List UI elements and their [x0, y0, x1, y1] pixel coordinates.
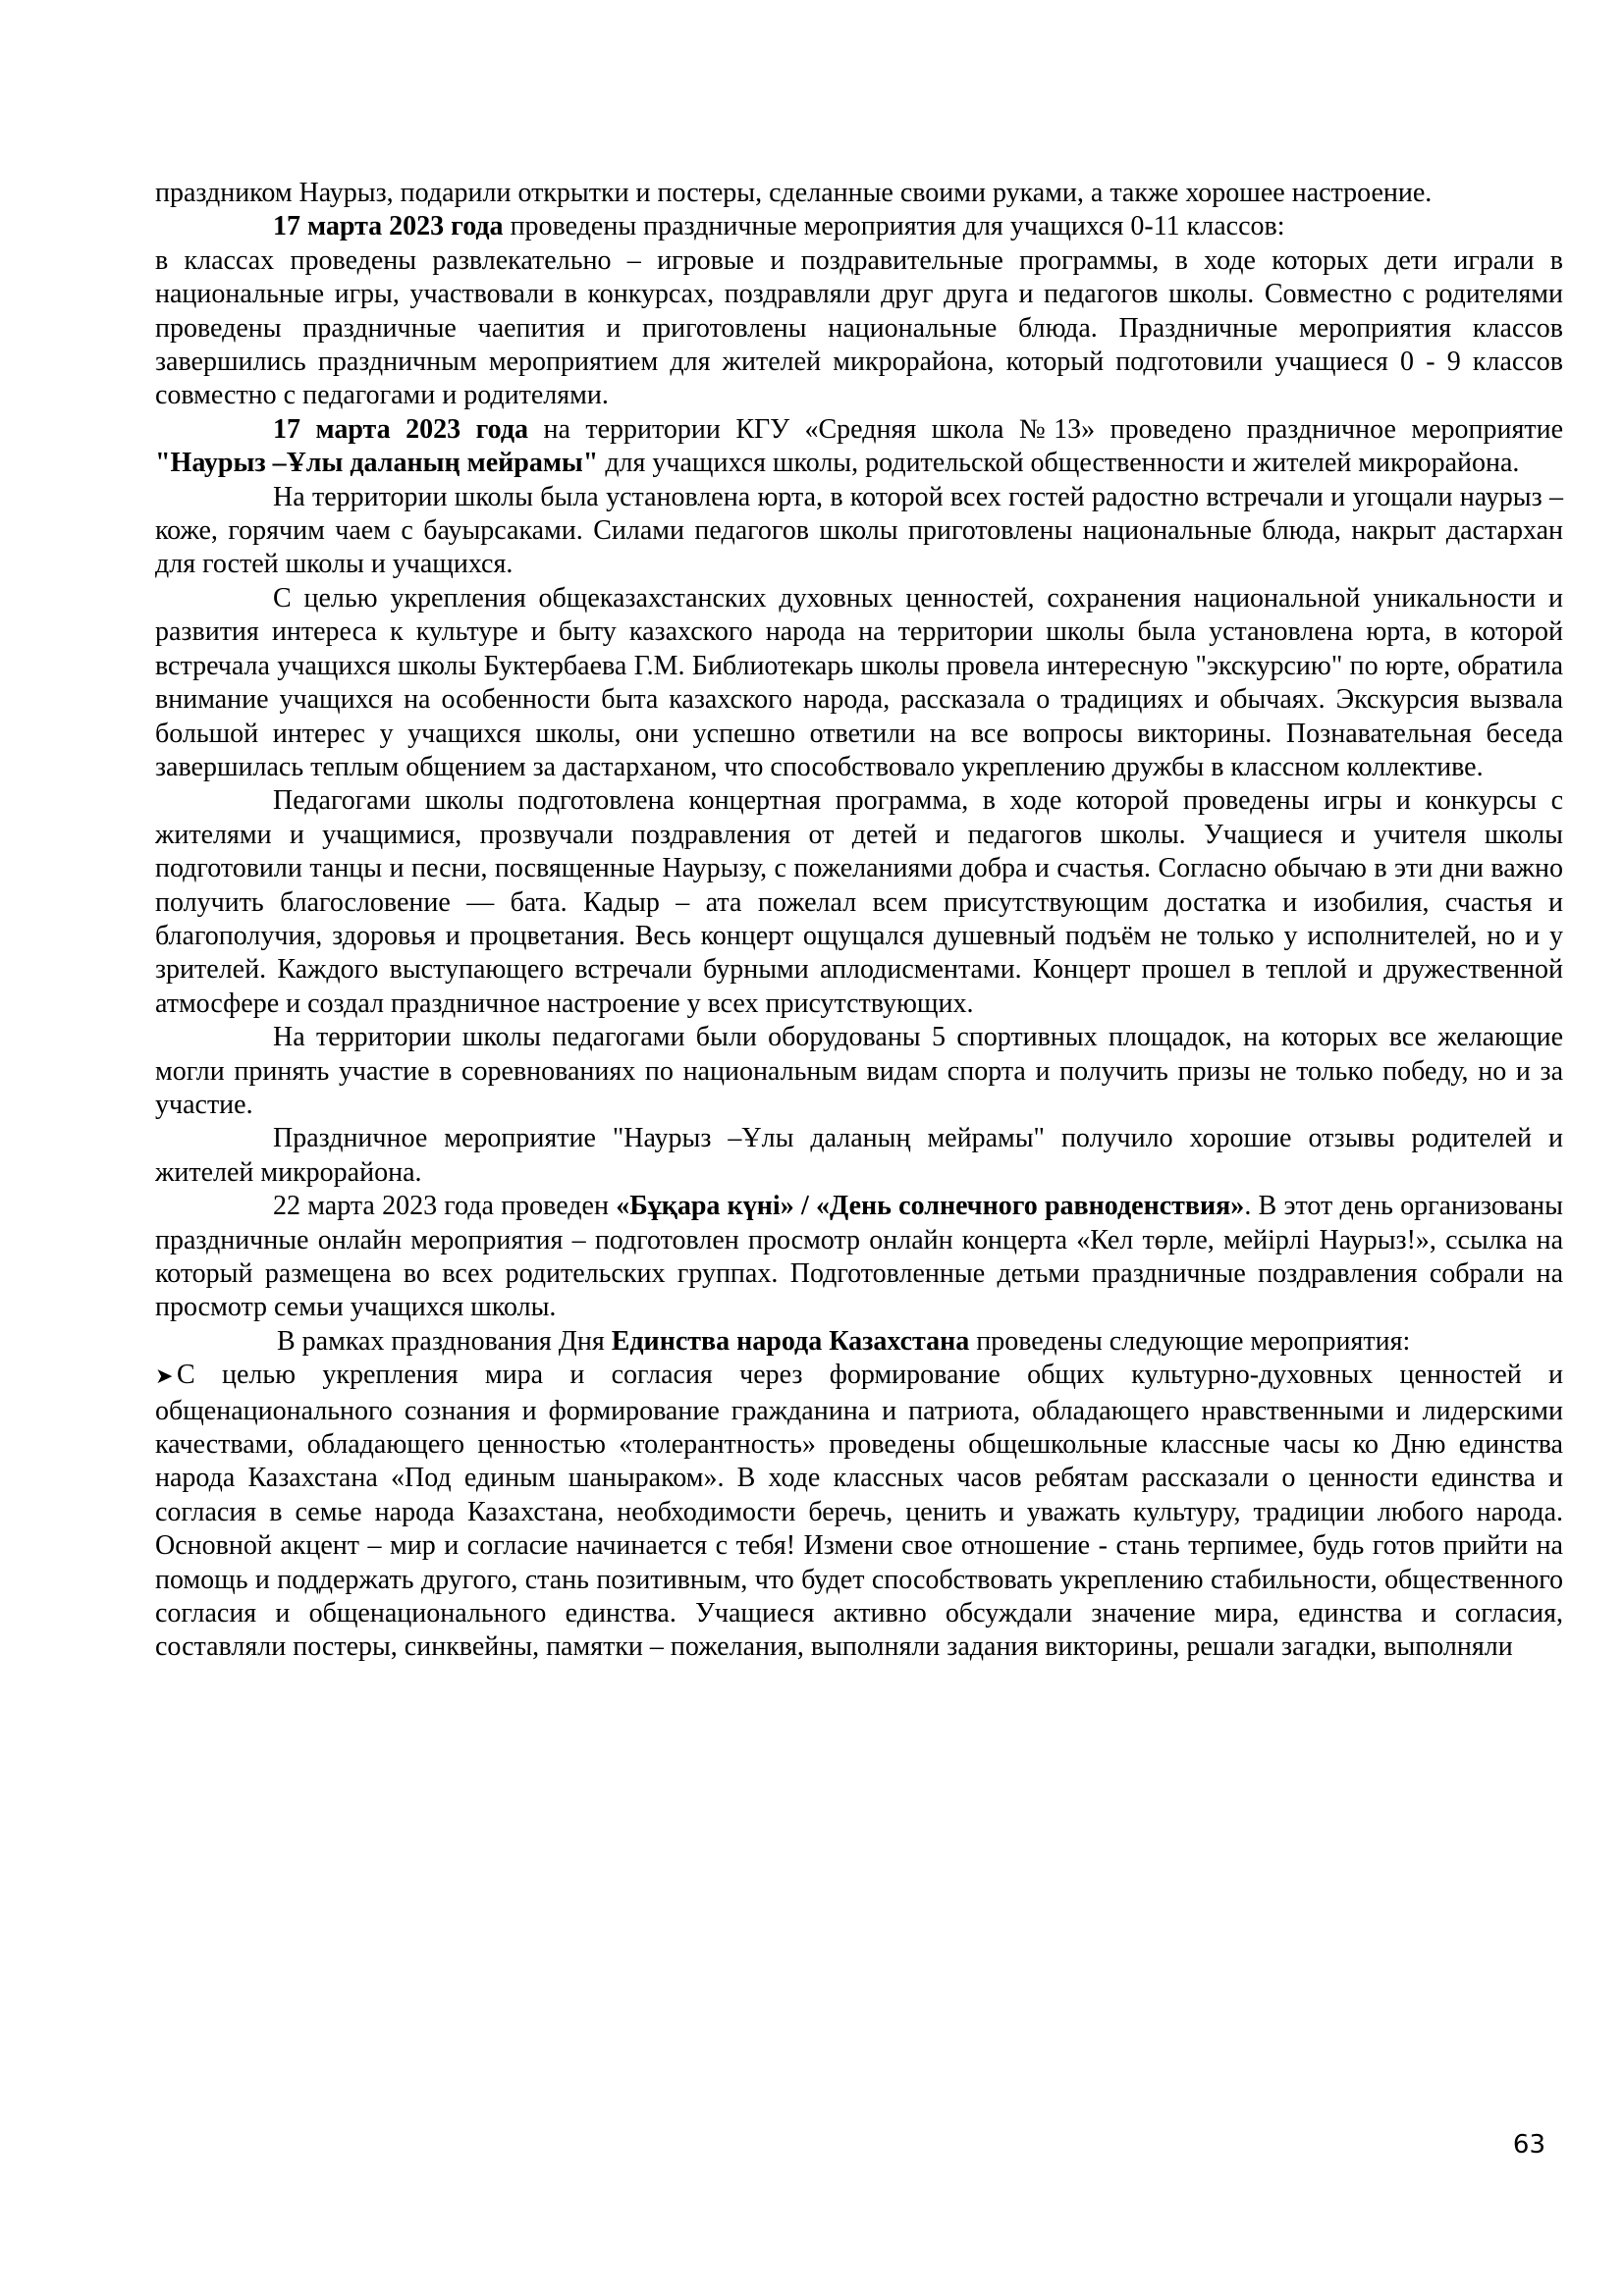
paragraph-text: праздником Наурыз, подарили открытки и постеры, сделанные своими руками, а также хорошее настроение. — [155, 178, 1433, 208]
paragraph-march-22 — [155, 1190, 1563, 1325]
page-number: 63 — [1512, 2130, 1545, 2160]
paragraph-march-17-event — [155, 413, 1563, 481]
paragraph-text: на территории КГУ «Средняя школа №13» проведено праздничное мероприятие — [528, 413, 1563, 445]
paragraph-text: проведены следующие мероприятия: — [969, 1325, 1411, 1357]
bullet-item — [155, 1359, 1563, 1665]
paragraph-text: . В этот день организованы праздничные онлайн мероприятия – подготовлен просмотр онлайн концерта «Кел төрле, мейірлі Наурыз!», ссылка на который размещена во всех родительских группах. Подготовленные детьми праздничные поздравления собрали на просмотр семьи учащихся школы. — [155, 1191, 1563, 1323]
paragraph-text: в классах проведены развлекательно – игровые и поздравительные программы, в ходе которых дети играли в национальные игры, участвовали в конкурсах, поздравляли друг друга и педагогов школы. Совместно с родителями проведены праздничные чаепития и приготовлены национальные блюда. Праздничные мероприятия классов завершились праздничным мероприятием для жителей микрорайона, который подготовили учащиеся 0 - 9 классов совместно с педагогами и родителями. — [155, 244, 1563, 411]
paragraph-text: В рамках празднования Дня — [277, 1325, 612, 1357]
paragraph-text: На территории школы педагогами были оборудованы 5 спортивных площадок, на которых все желающие могли принять участие в соревнованиях по национальным видам спорта и получить призы не только победу, но и за участие. — [155, 1022, 1563, 1120]
paragraph-march-17-classes — [155, 210, 1563, 243]
paragraph-unity-day — [155, 1325, 1563, 1359]
paragraph-yurt — [155, 481, 1563, 582]
date-lead: 17 марта 2023 года — [273, 413, 528, 445]
paragraph-continuation — [155, 177, 1563, 210]
paragraph-sports — [155, 1021, 1563, 1122]
paragraph-text: проведены праздничные мероприятия для учащихся 0-11 классов: — [503, 211, 1285, 242]
event-title: Единства народа Казахстана — [611, 1325, 970, 1357]
paragraph-feedback — [155, 1122, 1563, 1190]
paragraph-class-programs — [155, 244, 1563, 413]
paragraph-text: для учащихся школы, родительской общественности и жителей микрорайона. — [598, 448, 1520, 479]
paragraph-text: С целью укрепления мира и согласия через формирование общих культурно-духовных ценностей и общенационального сознания и формирование гражданина и патриота, обладающего нравственными и лидерскими качествами, обладающего ценностью «толерантность» проведены общешкольные классные часы ко Дню единства народа Казахстана «Под единым шаныраком». В ходе классных часов ребятам рассказали о ценности единства и согласия в семье народа Казахстана, необходимости беречь, ценить и уважать культуру, традиции любого народа. Основной акцент – мир и согласие начинается с тебя! Измени свое отношение - стань терпимее, будь готов прийти на помощь и поддержать другого, стань позитивным, что будет способствовать укреплению стабильности, общественного согласия и общенационального единства. Учащиеся активно обсуждали значение мира, единства и согласия, составляли постеры, синквейны, памятки – пожелания, выполняли задания викторины, решали загадки, выполняли — [155, 1360, 1563, 1663]
arrowhead-bullet-icon: ➤ — [155, 1364, 174, 1390]
document-page — [155, 177, 1563, 1665]
event-title: "Наурыз –Ұлы даланың мейрамы" — [155, 448, 599, 479]
paragraph-concert — [155, 784, 1563, 1021]
paragraph-excursion — [155, 582, 1563, 784]
paragraph-text: Праздничное мероприятие "Наурыз –Ұлы даланың мейрамы" получило хорошие отзывы родителей и жителей микрорайона. — [155, 1123, 1563, 1188]
event-title: «Бұқара күні» / «День солнечного равноденствия» — [616, 1191, 1245, 1222]
paragraph-text: С целью укрепления общеказахстанских духовных ценностей, сохранения национальной уникальности и развития интереса к культуре и быту казахского народа на территории школы была установлена юрта, в которой встречала учащихся школы Буктербаева Г.М. Библиотекарь школы провела интересную "экскурсию" по юрте, обратила внимание учащихся на особенности быта казахского народа, рассказала о традициях и обычаях. Экскурсия вызвала большой интерес у учащихся школы, они успешно ответили на все вопросы викторины. Познавательная беседа завершилась теплым общением за дастарханом, что способствовало укреплению дружбы в классном коллективе. — [155, 582, 1563, 782]
paragraph-text: Педагогами школы подготовлена концертная программа, в ходе которой проведены игры и конкурсы с жителями и учащимися, прозвучали поздравления от детей и педагогов школы. Учащиеся и учителя школы подготовили танцы и песни, посвященные Наурызу, с пожеланиями добра и счастья. Согласно обычаю в эти дни важно получить благословение — бата. Кадыр – ата пожелал всем присутствующим достатка и изобилия, счастья и благополучия, здоровья и процветания. Весь концерт ощущался душевный подъём не только у исполнителей, но и у зрителей. Каждого выступающего встречали бурными аплодисментами. Концерт прошел в теплой и дружественной атмосфере и создал праздничное настроение у всех присутствующих. — [155, 785, 1563, 1019]
date-lead: 17 марта 2023 года — [273, 211, 504, 242]
paragraph-text: На территории школы была установлена юрта, в которой всех гостей радостно встречали и угощали наурыз – коже, горячим чаем с бауырсаками. Силами педагогов школы приготовлены национальные блюда, накрыт дастархан для гостей школы и учащихся. — [155, 481, 1563, 580]
paragraph-text: 22 марта 2023 года проведен — [273, 1191, 617, 1222]
